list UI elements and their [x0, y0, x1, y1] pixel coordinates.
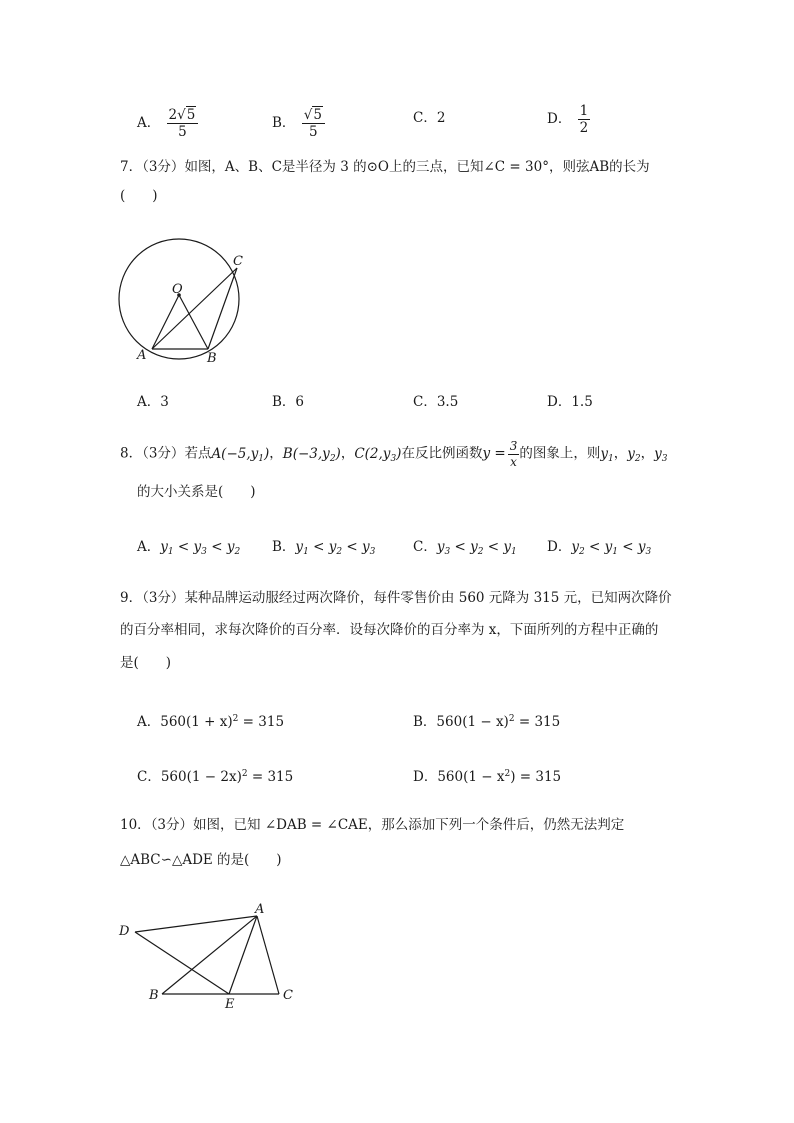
segment-de	[135, 932, 229, 994]
label-o: O	[172, 282, 183, 297]
numerator: 1	[579, 103, 589, 119]
label-e: E	[225, 997, 235, 1012]
q7-option-d	[547, 392, 593, 412]
q9-stem-line1	[120, 588, 672, 608]
option-letter: D．	[547, 539, 572, 555]
option-letter: C．	[413, 110, 437, 126]
q9-option-c: C．$560(1 - 2x)^2 = 315$	[137, 769, 294, 785]
q6-option-d	[547, 104, 590, 135]
question-text: 的百分率相同，求每次降价的百分率．设每次降价的百分率为 x，下面所列的方程中正确的	[120, 622, 659, 638]
y2: $y_2$	[627, 445, 641, 464]
radicand: 5	[313, 107, 322, 123]
label-c: C	[233, 254, 243, 269]
question-text: 某种品牌运动服经过两次降价，每件零售价由 560 元降为 315 元，已知两次降价	[184, 590, 672, 606]
fraction: $\frac{√5}{5}$	[302, 108, 325, 139]
q8-stem-line2	[137, 482, 256, 502]
q9-stem-line3	[120, 653, 171, 673]
q8-stem-line1: 8．（3分）若点$A(-5,y_1)$，$B(-3,y_2)$，$C(2,y_3)$在反比例函数y = $\frac{3}{x}$ 的图象上，则$y_1$，$y_2$，$y_3$	[120, 439, 668, 469]
option-value: 6	[295, 394, 305, 410]
label-c: C	[283, 988, 293, 1003]
y3: $y_3$	[654, 445, 668, 464]
option-letter: D．	[547, 394, 572, 410]
option-value: 3	[160, 394, 169, 410]
q7-option-b	[272, 392, 304, 412]
q8-option-a: A．$y_1 < y_3 < y_2$	[137, 539, 241, 557]
function-lhs: y =	[482, 445, 506, 462]
q8-option-c: C．$y_3 < y_2 < y_1$	[413, 539, 517, 557]
point-a: $A(-5,y_1)$	[211, 445, 270, 464]
q9-option-d: D．$560(1 - x^2) = 315$	[413, 769, 562, 785]
option-letter: A．	[137, 539, 161, 555]
q7-stem-line2	[120, 186, 158, 206]
question-text: △ABC∽△ADE 的是( )	[120, 852, 282, 868]
segment-ac	[257, 916, 279, 994]
option-letter: C．	[137, 769, 161, 785]
radius-ob	[179, 295, 208, 349]
question-score: （3分）	[142, 445, 185, 462]
denominator: 5	[309, 124, 318, 141]
label-d: D	[119, 924, 130, 939]
numerator-coef: 2	[168, 107, 178, 123]
option-letter: B．	[272, 115, 296, 132]
radius-oa	[152, 295, 179, 349]
question-text: 的大小关系是( )	[137, 484, 256, 500]
question-text: 若点	[184, 445, 212, 462]
question-score: （3分）	[142, 159, 185, 175]
q6-option-a	[137, 108, 198, 139]
question-number: 9．	[120, 590, 143, 606]
q7-stem-line1	[120, 157, 650, 177]
point-b: $B(-3,y_2)$	[282, 445, 341, 464]
question-number: 10．	[120, 817, 151, 833]
q8-option-b: B．$y_1 < y_2 < y_3$	[272, 539, 376, 557]
y1: $y_1$	[600, 445, 614, 464]
chord-ac	[152, 268, 237, 349]
label-b: B	[207, 351, 217, 366]
question-text: 如图，A、B、C是半径为 3 的⊙O上的三点，已知∠C = 30°，则弦AB的长为	[184, 159, 650, 175]
q8-option-d: D．$y_2 < y_1 < y_3$	[547, 539, 652, 557]
option-letter: B．	[272, 539, 296, 555]
option-letter: B．	[272, 394, 296, 410]
option-letter: B．	[413, 714, 437, 730]
option-letter: C．	[413, 394, 437, 410]
q9-stem-line2	[120, 620, 658, 640]
q6-option-c	[413, 108, 445, 128]
option-letter: D．	[413, 769, 438, 785]
question-score: （3分）	[142, 590, 185, 606]
separator: ，	[269, 445, 283, 462]
denominator: 2	[579, 120, 589, 137]
q9-option-a: A．$560(1 + x)^2 = 315$	[137, 714, 285, 730]
q7-circle-figure	[110, 240, 260, 365]
option-letter: D．	[547, 111, 572, 128]
q10-triangle-figure	[115, 898, 305, 1013]
circle-o	[119, 239, 239, 359]
question-text: 的图象上，则	[519, 445, 601, 462]
denominator: 5	[178, 124, 187, 141]
option-value: 2	[436, 110, 446, 126]
option-letter: C．	[413, 539, 437, 555]
question-text: 在反比例函数	[401, 445, 483, 462]
segment-da	[135, 916, 257, 932]
question-text: 是( )	[120, 655, 172, 671]
label-a: A	[137, 348, 147, 363]
answer-blank: ( )	[120, 188, 158, 204]
q10-stem-line2	[120, 850, 282, 870]
q9-option-b: B．$560(1 - x)^2 = 315$	[413, 714, 561, 730]
label-b: B	[149, 988, 159, 1003]
question-text: 如图，已知 ∠DAB = ∠CAE，那么添加下列一个条件后，仍然无法判定	[193, 817, 625, 833]
fraction	[578, 104, 591, 135]
function-fraction: $\frac{3}{x}$	[509, 439, 518, 469]
q7-option-c	[413, 392, 458, 412]
q7-option-a	[137, 392, 169, 412]
q6-option-b	[272, 108, 325, 139]
chord-bc	[208, 268, 237, 349]
option-letter: A．	[137, 394, 161, 410]
radicand: 5	[186, 107, 196, 123]
question-number: 8．	[120, 445, 143, 462]
option-value: 3.5	[436, 394, 459, 410]
option-value: 1.5	[571, 394, 593, 410]
option-letter: A．	[137, 115, 161, 132]
point-c: $C(2,y_3)$	[354, 445, 402, 464]
question-score: （3分）	[150, 817, 194, 833]
separator: ，	[340, 445, 355, 462]
q10-stem-line1	[120, 815, 624, 835]
option-letter: A．	[137, 714, 161, 730]
label-a: A	[255, 902, 265, 917]
fraction: $\frac{2√5}{5}$	[167, 108, 199, 139]
question-number: 7．	[120, 159, 143, 175]
